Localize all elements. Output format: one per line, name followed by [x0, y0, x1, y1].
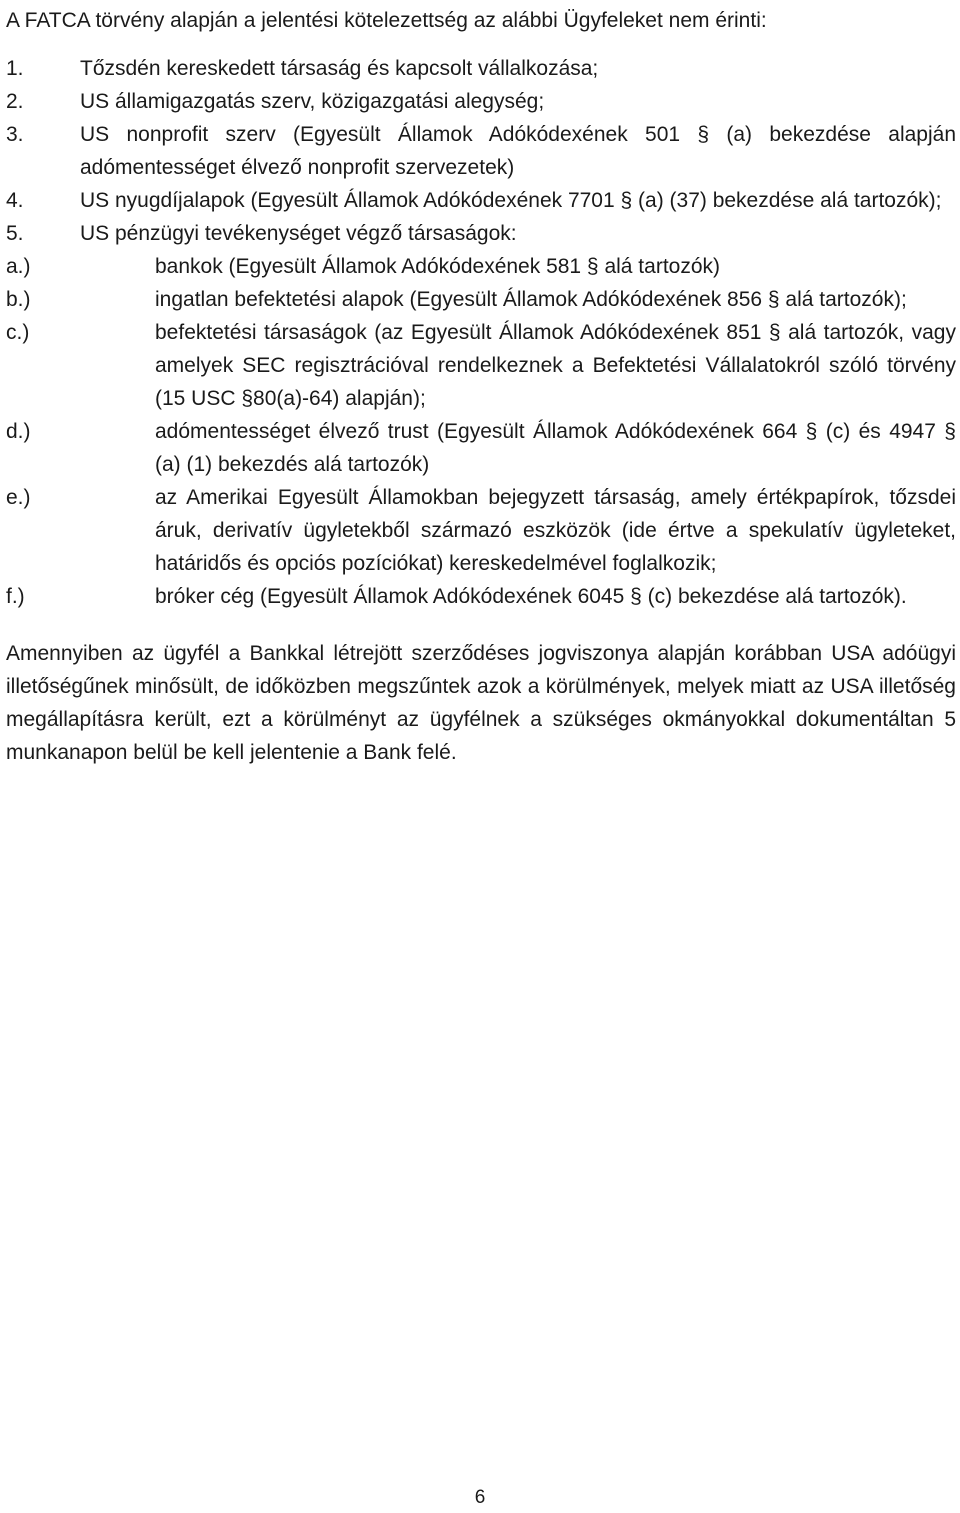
- list-item-text: US nyugdíjalapok (Egyesült Államok Adókódexének 7701 § (a) (37) bekezdése alá tartozók);: [80, 189, 942, 212]
- sublist-item-text: az Amerikai Egyesült Államokban bejegyzett társaság, amely értékpapírok, tőzsdei áruk, derivatív ügyletekből származó eszközök (ide értve a spekulatív ügyleteket, határidős és opciós pozíciókat) kereskedelmével foglalkozik;: [155, 486, 956, 575]
- list-item-text: US nonprofit szerv (Egyesült Államok Adókódexének 501 § (a) bekezdése alapján adómentességet élvező nonprofit szervezetek): [80, 123, 956, 179]
- sublist-item-text: ingatlan befektetési alapok (Egyesült Államok Adókódexének 856 § alá tartozók);: [155, 288, 907, 311]
- sublist-item-text: bróker cég (Egyesült Államok Adókódexének 6045 § (c) bekezdése alá tartozók).: [155, 585, 907, 608]
- list-item: [6, 52, 956, 85]
- sublist-item: [6, 415, 956, 481]
- sublist-item-letter: e.): [6, 486, 31, 509]
- sublist-item-letter: c.): [6, 321, 30, 344]
- intro-paragraph: A FATCA törvény alapján a jelentési kötelezettség az alábbi Ügyfeleket nem érinti:: [6, 9, 767, 32]
- sublist-item-letter: b.): [6, 288, 31, 311]
- list-item-number: 2.: [6, 90, 24, 113]
- sublist-item-letter: a.): [6, 255, 31, 278]
- sublist-item-text: bankok (Egyesült Államok Adókódexének 581 § alá tartozók): [155, 255, 721, 278]
- sublist-item: [6, 580, 956, 613]
- list-item: [6, 85, 956, 118]
- exemption-list: [6, 52, 956, 250]
- sublist-item: [6, 283, 956, 316]
- list-item: [6, 217, 956, 250]
- list-item-text: Tőzsdén kereskedett társaság és kapcsolt vállalkozása;: [80, 57, 599, 80]
- list-item-text: US államigazgatás szerv, közigazgatási alegység;: [80, 90, 545, 113]
- list-item: [6, 184, 956, 217]
- list-item-number: 4.: [6, 189, 24, 212]
- sublist-item-letter: f.): [6, 585, 25, 608]
- closing-paragraph: Amennyiben az ügyfél a Bankkal létrejött szerződéses jogviszonya alapján korábban USA adóügyi illetőségűnek minősült, de időközben megszűntek azok a körülmények, melyek miatt az USA illetőség megállapításra került, ezt a körülményt az ügyfélnek a szükséges okmányokkal dokumentáltan 5 munkanapon belül be kell jelentenie a Bank felé.: [6, 642, 956, 764]
- sublist-item-text: befektetési társaságok (az Egyesült Államok Adókódexének 851 § alá tartozók, vagy amelyek SEC regisztrációval rendelkeznek a Befektetési Vállalatokról szóló törvény (15 USC §80(a)-64) alapján);: [155, 321, 956, 410]
- page-number: 6: [474, 1487, 486, 1508]
- list-item-number: 1.: [6, 57, 24, 80]
- sublist-item-text: adómentességet élvező trust (Egyesült Államok Adókódexének 664 § (c) és 4947 § (a) (1) bekezdés alá tartozók): [155, 420, 956, 476]
- document-page: [6, 0, 956, 790]
- list-item-number: 3.: [6, 123, 24, 146]
- sublist-item: [6, 316, 956, 415]
- list-item-number: 5.: [6, 222, 24, 245]
- sublist-item: [6, 250, 956, 283]
- sublist-item-letter: d.): [6, 420, 31, 443]
- list-item-text: US pénzügyi tevékenységet végző társaságok:: [80, 222, 517, 245]
- list-item: [6, 118, 956, 184]
- sublist-item: [6, 481, 956, 580]
- financial-companies-sublist: [6, 250, 956, 613]
